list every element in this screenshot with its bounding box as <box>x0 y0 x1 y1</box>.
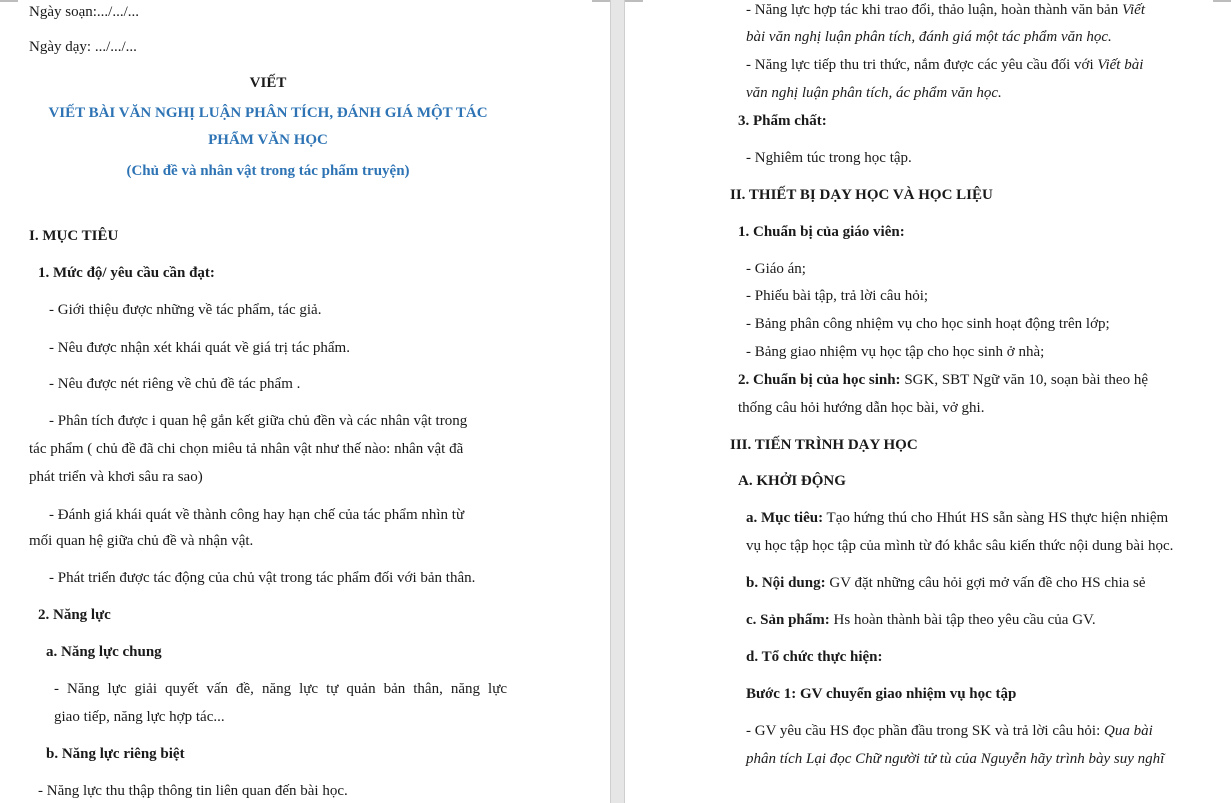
list-item: - Giáo án; <box>746 261 806 277</box>
paragraph-line: mối quan hệ giữa chủ đề và nhận vật. <box>29 533 254 549</box>
paragraph-line: - Phát triển được tác động của chủ vật trong tác phẩm đối với bản thân. <box>49 570 476 586</box>
subheading-hoc-sinh: 2. Chuẩn bị của học sinh: <box>738 372 901 388</box>
paragraph-line <box>746 722 1153 740</box>
subheading-pham-chat: 3. Phẩm chất: <box>738 113 827 129</box>
paragraph-line <box>746 1 1145 19</box>
subheading-nang-luc-chung: a. Năng lực chung <box>46 644 162 660</box>
paragraph-line: - Đánh giá khái quát về thành công hay hạn chế của tác phẩm nhìn từ <box>49 507 465 523</box>
text-run: Hs hoàn thành bài tập theo yêu cầu của GV. <box>829 612 1096 628</box>
paragraph-line: phân tích Lại đọc Chữ người tử tù của Nguyễn hãy trình bày suy nghĩ <box>746 751 1165 767</box>
ngay-soan: Ngày soạn:.../.../... <box>29 4 139 20</box>
paragraph-line: thống câu hỏi hướng dẫn học bài, vở ghi. <box>738 400 985 416</box>
section-heading-thiet-bi: II. THIẾT BỊ DẠY HỌC VÀ HỌC LIỆU <box>730 187 993 203</box>
ngay-day: Ngày dạy: .../.../... <box>29 39 137 55</box>
text-run: Tạo hứng thú cho Hhút HS sẵn sàng HS thực hiện nhiệm <box>823 510 1169 526</box>
crop-mark <box>0 0 18 2</box>
document-subtitle: (Chủ đề và nhân vật trong tác phẩm truyện) <box>126 163 410 179</box>
paragraph-line: - Phân tích được i quan hệ gắn kết giữa chủ đền và các nhân vật trong <box>49 413 468 429</box>
document-title-line2: PHẨM VĂN HỌC <box>208 132 328 148</box>
text-run-italic: Viết <box>1121 2 1146 18</box>
paragraph-line: - Nêu được nhận xét khái quát về giá trị tác phẩm. <box>49 340 350 356</box>
paragraph-line <box>738 371 1148 389</box>
paragraph-line <box>746 56 1143 74</box>
list-item: - Bảng phân công nhiệm vụ cho học sinh hoạt động trên lớp; <box>746 316 1110 332</box>
crop-mark <box>625 0 643 2</box>
subheading-nang-luc: 2. Năng lực <box>38 607 111 623</box>
section-heading-khoi-dong: A. KHỞI ĐỘNG <box>738 473 846 489</box>
paragraph-line <box>746 574 1146 592</box>
label-muc-tieu: a. Mục tiêu: <box>746 510 824 526</box>
text-run: GV đặt những câu hỏi gợi mở vấn đề cho HS chia sẻ <box>825 575 1146 591</box>
text-run: SGK, SBT Ngữ văn 10, soạn bài theo hệ <box>900 372 1148 388</box>
label-to-chuc: d. Tổ chức thực hiện: <box>746 649 883 665</box>
subheading-nang-luc-rieng: b. Năng lực riêng biệt <box>46 746 185 762</box>
text-run-italic: Qua bài <box>1104 723 1153 739</box>
list-item: - Bảng giao nhiệm vụ học tập cho học sinh ở nhà; <box>746 344 1045 360</box>
document-page-left <box>0 0 610 803</box>
paragraph-line: - Giới thiệu được những về tác phẩm, tác giả. <box>49 302 322 318</box>
paragraph-line: - Năng lực giải quyết vấn đề, năng lực tự quản bản thân, năng lực <box>54 681 507 697</box>
text-run-italic: Viết bài <box>1097 57 1144 73</box>
paragraph-line: phát triển và khơi sâu ra sao) <box>29 469 203 485</box>
text-run: - GV yêu cầu HS đọc phần đầu trong SK và trả lời câu hỏi: <box>746 723 1104 739</box>
subheading-giao-vien: 1. Chuẩn bị của giáo viên: <box>738 224 905 240</box>
paragraph-line: tác phẩm ( chủ đề đã chi chọn miêu tả nhân vật như thế nào: nhân vật đã <box>29 441 464 457</box>
paragraph-line: giao tiếp, năng lực hợp tác... <box>54 709 225 725</box>
lesson-type-heading: VIẾT <box>249 75 287 91</box>
page-gutter <box>610 0 625 803</box>
paragraph-line <box>746 509 1168 527</box>
section-heading-muc-tieu: I. MỤC TIÊU <box>29 228 119 244</box>
paragraph-line: bài văn nghị luận phân tích, đánh giá một tác phẩm văn học. <box>746 29 1112 45</box>
paragraph-line: - Năng lực thu thập thông tin liên quan đến bài học. <box>38 783 348 799</box>
paragraph-line: - Nêu được nét riêng về chủ đề tác phẩm . <box>49 376 301 392</box>
paragraph-line <box>746 611 1096 629</box>
list-item: - Phiếu bài tập, trả lời câu hỏi; <box>746 288 929 304</box>
paragraph-line: - Nghiêm túc trong học tập. <box>746 150 912 166</box>
crop-mark <box>1213 0 1231 2</box>
text-run: - Năng lực tiếp thu tri thức, nắm được các yêu cầu đối với <box>746 57 1098 73</box>
section-heading-tien-trinh: III. TIẾN TRÌNH DẠY HỌC <box>730 437 918 453</box>
text-run: - Năng lực hợp tác khi trao đổi, thảo luận, hoàn thành văn bản <box>746 2 1122 18</box>
label-noi-dung: b. Nội dung: <box>746 575 826 591</box>
paragraph-line: văn nghị luận phân tích, ác phẩm văn học. <box>746 85 1002 101</box>
document-title: VIẾT BÀI VĂN NGHỊ LUẬN PHÂN TÍCH, ĐÁNH GIÁ MỘT TÁC <box>48 105 488 121</box>
step-heading: Bước 1: GV chuyển giao nhiệm vụ học tập <box>746 686 1017 702</box>
subheading-yeu-cau: 1. Mức độ/ yêu cầu cần đạt: <box>38 265 215 281</box>
paragraph-line: vụ học tập học tập của mình từ đó khắc sâu kiến thức nội dung bài học. <box>746 538 1174 554</box>
label-san-pham: c. Sản phẩm: <box>746 612 830 628</box>
document-page-right <box>625 0 1231 803</box>
crop-mark <box>592 0 610 2</box>
